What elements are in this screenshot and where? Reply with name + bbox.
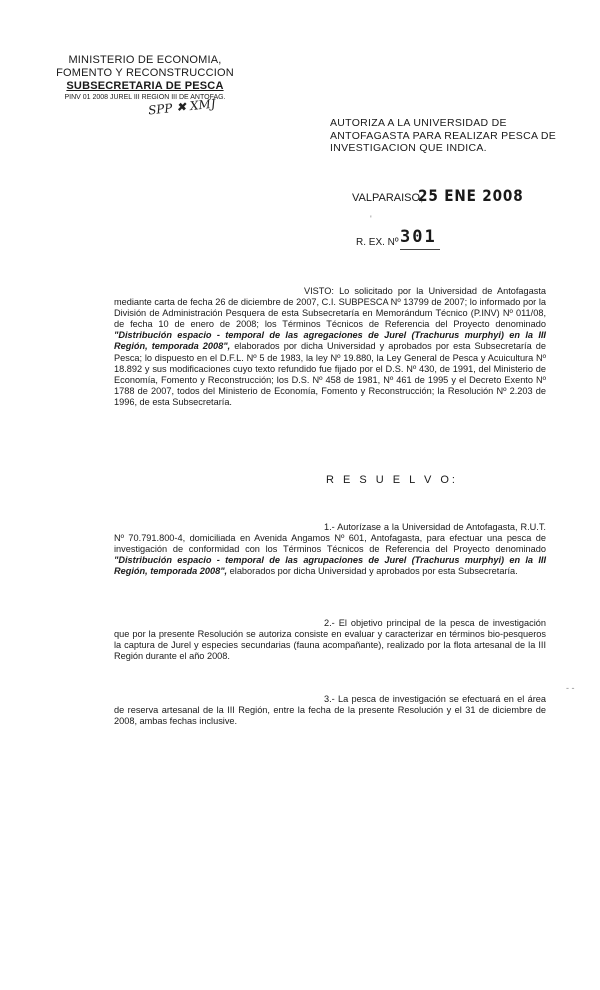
article-1-project-title: "Distribución espacio - temporal de las agrupaciones de Jurel (Trachurus murphyi) en la III Región, temporada 2008", [114, 555, 546, 577]
letterhead-ministry-2: FOMENTO Y RECONSTRUCCION [56, 67, 234, 79]
side-mark-right: - - [566, 683, 575, 693]
divider [400, 249, 440, 250]
article-1-text-a: 1.- Autorízase a la Universidad de Antofagasta, R.U.T. Nº 70.791.800-4, domiciliada en Avenida Angamos Nº 601, Antofagasta, para efectuar una pesca de investigación de conformidad con los Términos Técnicos de Referencia del Proyecto denominado [114, 522, 546, 555]
resuelvo-heading: R E S U E L V O: [326, 474, 458, 486]
letterhead-subsecretaria: SUBSECRETARIA DE PESCA [66, 80, 224, 92]
visto-project-title: "Distribución espacio - temporal de las agregaciones de Jurel (Trachurus murphyi) en la III Región, temporada 2008", [114, 330, 546, 352]
article-2: 2.- El objetivo principal de la pesca de investigación que por la presente Resolución se autoriza consiste en evaluar y caracterizar en términos bio-pesqueros la captura de Jurel y especies secundarias (fauna acompañante), realizado por la flota artesanal de la III Región durante el año 2008. [114, 618, 546, 662]
letterhead-ministry: MINISTERIO DE ECONOMIA, [68, 54, 222, 66]
article-1-text-b: elaborados por dicha Universidad y aprobados por esta Subsecretaría. [229, 566, 518, 577]
subject-text: AUTORIZA A LA UNIVERSIDAD DE ANTOFAGASTA PARA REALIZAR PESCA DE INVESTIGACION QUE INDICA. [330, 117, 557, 154]
letterhead-reference: PINV 01 2008 JUREL III REGION III DE ANTOFAG. [64, 94, 226, 101]
article-1 [114, 522, 546, 577]
letterhead [40, 54, 250, 102]
visto-paragraph [114, 286, 546, 408]
visto-text-2: elaborados por dicha Universidad y aprobados por esta Subsecretaría de Pesca; lo dispuesto en el D.F.L. Nº 5 de 1983, la ley Nº 19.880, la Ley General de Pesca y Acuicultura Nº 18.892 y sus modificaciones cuyo texto refundido fue fijado por el D.S. Nº 430, de 1991, del Ministerio de Economía, Fomento y Reconstrucción; los D.S. Nº 458 de 1981, Nº 461 de 1995 y el Decreto Exento Nº 1788 de 2007, todos del Ministerio de Economía, Fomento y Reconstrucción; la Resolución Nº 2.203 de 1996, de esta Subsecretaría. [114, 341, 546, 407]
resolution-number: 301 [400, 227, 437, 247]
resolution-label: R. EX. Nº [356, 237, 399, 248]
article-3: 3.- La pesca de investigación se efectuará en el área de reserva artesanal de la III Región, entre la fecha de la presente Resolución y el 31 de diciembre de 2008, ambas fechas inclusive. [114, 694, 546, 727]
date-stamp: 25 ENE 2008 [418, 186, 524, 205]
handwritten-initials: SPP ✖ XMJ [147, 96, 217, 118]
place-label: VALPARAISO, [352, 192, 424, 204]
side-mark-left: ' [370, 214, 372, 224]
visto-text-1: VISTO: Lo solicitado por la Universidad de Antofagasta mediante carta de fecha 26 de diciembre de 2007, C.I. SUBPESCA Nº 13799 de 2007; lo informado por la División de Administración Pesquera de esta Subsecretaría en Memorándum Técnico (P.INV) Nº 011/08, de fecha 10 de enero de 2008; los Términos Técnicos de Referencia del Proyecto denominado [114, 286, 546, 330]
